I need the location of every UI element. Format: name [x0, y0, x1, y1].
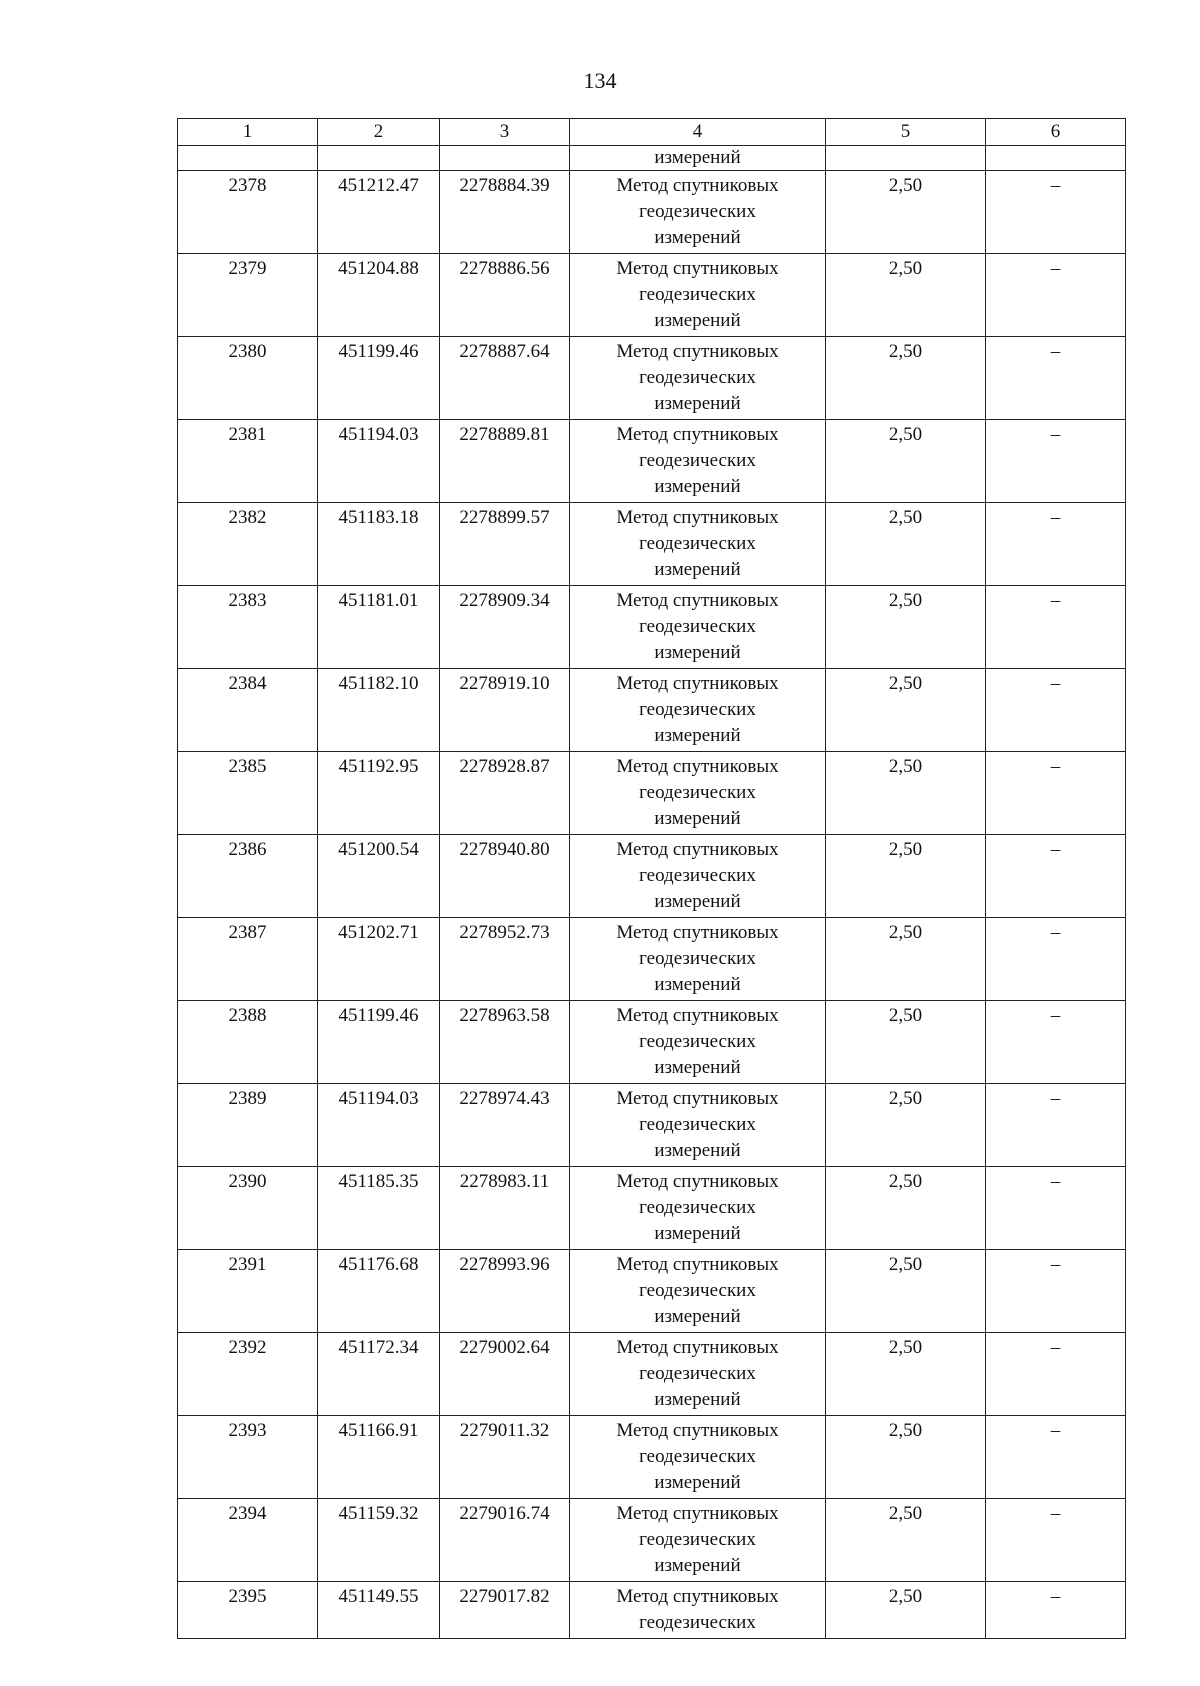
method-line: измерений [654, 1223, 741, 1244]
x-coordinate-cell: 451192.95 [318, 752, 440, 835]
point-number-cell: 2380 [178, 337, 318, 420]
method-line: геодезических [639, 1363, 756, 1384]
column-header: 2 [318, 119, 440, 146]
y-coordinate-cell: 2278909.34 [440, 586, 570, 669]
x-coordinate-cell: 451200.54 [318, 835, 440, 918]
accuracy-cell: 2,50 [826, 1167, 986, 1250]
note-cell: – [986, 1167, 1126, 1250]
accuracy-cell: 2,50 [826, 918, 986, 1001]
method-line: Метод спутниковых [616, 1420, 779, 1441]
method-cell [570, 171, 826, 254]
method-line: геодезических [639, 1114, 756, 1135]
y-coordinate-cell: 2279002.64 [440, 1333, 570, 1416]
y-coordinate-cell: 2278884.39 [440, 171, 570, 254]
empty-cell [986, 146, 1126, 171]
table-row [178, 1499, 1126, 1582]
method-cell [570, 752, 826, 835]
note-cell: – [986, 420, 1126, 503]
x-coordinate-cell: 451185.35 [318, 1167, 440, 1250]
table-row [178, 503, 1126, 586]
accuracy-cell: 2,50 [826, 503, 986, 586]
note-cell: – [986, 1084, 1126, 1167]
y-coordinate-cell: 2278886.56 [440, 254, 570, 337]
y-coordinate-cell: 2278899.57 [440, 503, 570, 586]
accuracy-cell: 2,50 [826, 669, 986, 752]
accuracy-cell: 2,50 [826, 337, 986, 420]
accuracy-cell: 2,50 [826, 835, 986, 918]
method-cell [570, 669, 826, 752]
note-cell: – [986, 337, 1126, 420]
method-line: Метод спутниковых [616, 922, 779, 943]
x-coordinate-cell: 451172.34 [318, 1333, 440, 1416]
table-row [178, 1084, 1126, 1167]
table-row [178, 1167, 1126, 1250]
point-number-cell: 2381 [178, 420, 318, 503]
point-number-cell: 2388 [178, 1001, 318, 1084]
point-number-cell: 2387 [178, 918, 318, 1001]
method-line: геодезических [639, 1529, 756, 1550]
method-line: геодезических [639, 450, 756, 471]
y-coordinate-cell: 2279011.32 [440, 1416, 570, 1499]
y-coordinate-cell: 2278993.96 [440, 1250, 570, 1333]
method-line: измерений [654, 1057, 741, 1078]
empty-cell [440, 146, 570, 171]
method-line: измерений [654, 227, 741, 248]
y-coordinate-cell: 2278919.10 [440, 669, 570, 752]
empty-cell [826, 146, 986, 171]
x-coordinate-cell: 451212.47 [318, 171, 440, 254]
x-coordinate-cell: 451149.55 [318, 1582, 440, 1639]
method-line: измерений [654, 808, 741, 829]
column-header: 3 [440, 119, 570, 146]
y-coordinate-cell: 2279017.82 [440, 1582, 570, 1639]
note-cell: – [986, 1333, 1126, 1416]
method-line: геодезических [639, 201, 756, 222]
method-line: измерений [654, 476, 741, 497]
method-cell [570, 337, 826, 420]
method-line: измерений [654, 642, 741, 663]
note-cell: – [986, 752, 1126, 835]
method-line: Метод спутниковых [616, 258, 779, 279]
method-line: Метод спутниковых [616, 341, 779, 362]
point-number-cell: 2378 [178, 171, 318, 254]
method-cell [570, 1001, 826, 1084]
x-coordinate-cell: 451194.03 [318, 1084, 440, 1167]
note-cell: – [986, 1001, 1126, 1084]
empty-cell [318, 146, 440, 171]
method-cell [570, 586, 826, 669]
empty-cell [178, 146, 318, 171]
page-number: 134 [583, 68, 617, 93]
column-number-row [178, 119, 1126, 146]
accuracy-cell: 2,50 [826, 1250, 986, 1333]
point-number-cell: 2389 [178, 1084, 318, 1167]
table-row [178, 420, 1126, 503]
table-row [178, 669, 1126, 752]
method-cell [570, 1499, 826, 1582]
method-line: измерений [654, 310, 741, 331]
method-line: геодезических [639, 367, 756, 388]
accuracy-cell: 2,50 [826, 752, 986, 835]
method-cell [570, 1416, 826, 1499]
x-coordinate-cell: 451176.68 [318, 1250, 440, 1333]
method-continuation: измерений [570, 146, 826, 171]
method-cell [570, 420, 826, 503]
method-line: Метод спутниковых [616, 839, 779, 860]
method-line: Метод спутниковых [616, 1503, 779, 1524]
y-coordinate-cell: 2279016.74 [440, 1499, 570, 1582]
method-line: измерений [654, 1140, 741, 1161]
method-line: геодезических [639, 1446, 756, 1467]
note-cell: – [986, 669, 1126, 752]
method-line: Метод спутниковых [616, 175, 779, 196]
method-line: Метод спутниковых [616, 590, 779, 611]
method-cell [570, 1084, 826, 1167]
column-header: 5 [826, 119, 986, 146]
method-line: измерений [654, 1389, 741, 1410]
x-coordinate-cell: 451199.46 [318, 337, 440, 420]
table-row [178, 1250, 1126, 1333]
accuracy-cell: 2,50 [826, 171, 986, 254]
method-line: Метод спутниковых [616, 424, 779, 445]
method-cell [570, 254, 826, 337]
note-cell: – [986, 586, 1126, 669]
method-line: геодезических [639, 616, 756, 637]
method-line: Метод спутниковых [616, 1088, 779, 1109]
x-coordinate-cell: 451182.10 [318, 669, 440, 752]
method-line: измерений [654, 1306, 741, 1327]
method-line: геодезических [639, 284, 756, 305]
x-coordinate-cell: 451183.18 [318, 503, 440, 586]
point-number-cell: 2386 [178, 835, 318, 918]
table-row [178, 1001, 1126, 1084]
accuracy-cell: 2,50 [826, 1001, 986, 1084]
table-row [178, 586, 1126, 669]
method-line: Метод спутниковых [616, 507, 779, 528]
y-coordinate-cell: 2278889.81 [440, 420, 570, 503]
note-cell: – [986, 503, 1126, 586]
table-row [178, 171, 1126, 254]
table-row [178, 752, 1126, 835]
method-line: геодезических [639, 1612, 756, 1633]
x-coordinate-cell: 451159.32 [318, 1499, 440, 1582]
method-line: геодезических [639, 1280, 756, 1301]
accuracy-cell: 2,50 [826, 586, 986, 669]
table-body [178, 119, 1126, 1639]
method-line: измерений [654, 891, 741, 912]
method-line: измерений [654, 559, 741, 580]
method-line: геодезических [639, 533, 756, 554]
note-cell: – [986, 1499, 1126, 1582]
table-row [178, 1582, 1126, 1639]
method-line: геодезических [639, 865, 756, 886]
y-coordinate-cell: 2278963.58 [440, 1001, 570, 1084]
method-line: измерений [654, 1555, 741, 1576]
x-coordinate-cell: 451181.01 [318, 586, 440, 669]
method-line: Метод спутниковых [616, 756, 779, 777]
x-coordinate-cell: 451204.88 [318, 254, 440, 337]
point-number-cell: 2383 [178, 586, 318, 669]
point-number-cell: 2384 [178, 669, 318, 752]
point-number-cell: 2395 [178, 1582, 318, 1639]
note-cell: – [986, 1416, 1126, 1499]
accuracy-cell: 2,50 [826, 1416, 986, 1499]
x-coordinate-cell: 451199.46 [318, 1001, 440, 1084]
method-line: измерений [654, 1472, 741, 1493]
point-number-cell: 2379 [178, 254, 318, 337]
method-line: Метод спутниковых [616, 1171, 779, 1192]
y-coordinate-cell: 2278952.73 [440, 918, 570, 1001]
point-number-cell: 2391 [178, 1250, 318, 1333]
method-line: Метод спутниковых [616, 1337, 779, 1358]
method-line: Метод спутниковых [616, 673, 779, 694]
point-number-cell: 2390 [178, 1167, 318, 1250]
method-line: измерений [654, 725, 741, 746]
point-number-cell: 2393 [178, 1416, 318, 1499]
accuracy-cell: 2,50 [826, 420, 986, 503]
note-cell: – [986, 918, 1126, 1001]
method-line: измерений [654, 974, 741, 995]
continuation-row [178, 146, 1126, 171]
note-cell: – [986, 1582, 1126, 1639]
point-number-cell: 2392 [178, 1333, 318, 1416]
accuracy-cell: 2,50 [826, 1084, 986, 1167]
method-line: Метод спутниковых [616, 1586, 779, 1607]
column-header: 6 [986, 119, 1126, 146]
method-line: геодезических [639, 699, 756, 720]
method-line: геодезических [639, 1197, 756, 1218]
method-line: измерений [654, 393, 741, 414]
note-cell: – [986, 835, 1126, 918]
method-cell [570, 1582, 826, 1639]
accuracy-cell: 2,50 [826, 254, 986, 337]
y-coordinate-cell: 2278940.80 [440, 835, 570, 918]
table-row [178, 918, 1126, 1001]
method-line: Метод спутниковых [616, 1254, 779, 1275]
y-coordinate-cell: 2278887.64 [440, 337, 570, 420]
x-coordinate-cell: 451166.91 [318, 1416, 440, 1499]
column-header: 1 [178, 119, 318, 146]
accuracy-cell: 2,50 [826, 1499, 986, 1582]
y-coordinate-cell: 2278983.11 [440, 1167, 570, 1250]
y-coordinate-cell: 2278928.87 [440, 752, 570, 835]
method-cell [570, 1167, 826, 1250]
y-coordinate-cell: 2278974.43 [440, 1084, 570, 1167]
method-line: геодезических [639, 782, 756, 803]
point-number-cell: 2382 [178, 503, 318, 586]
table-row [178, 835, 1126, 918]
column-header: 4 [570, 119, 826, 146]
table-row [178, 254, 1126, 337]
table-row [178, 1333, 1126, 1416]
method-line: геодезических [639, 948, 756, 969]
table-row [178, 337, 1126, 420]
method-cell [570, 1333, 826, 1416]
method-cell [570, 835, 826, 918]
method-line: Метод спутниковых [616, 1005, 779, 1026]
point-number-cell: 2385 [178, 752, 318, 835]
table-row [178, 1416, 1126, 1499]
x-coordinate-cell: 451194.03 [318, 420, 440, 503]
point-number-cell: 2394 [178, 1499, 318, 1582]
note-cell: – [986, 1250, 1126, 1333]
method-line: геодезических [639, 1031, 756, 1052]
accuracy-cell: 2,50 [826, 1582, 986, 1639]
note-cell: – [986, 254, 1126, 337]
method-cell [570, 918, 826, 1001]
method-cell [570, 1250, 826, 1333]
coordinates-table [177, 118, 1126, 1639]
accuracy-cell: 2,50 [826, 1333, 986, 1416]
x-coordinate-cell: 451202.71 [318, 918, 440, 1001]
method-cell [570, 503, 826, 586]
note-cell: – [986, 171, 1126, 254]
